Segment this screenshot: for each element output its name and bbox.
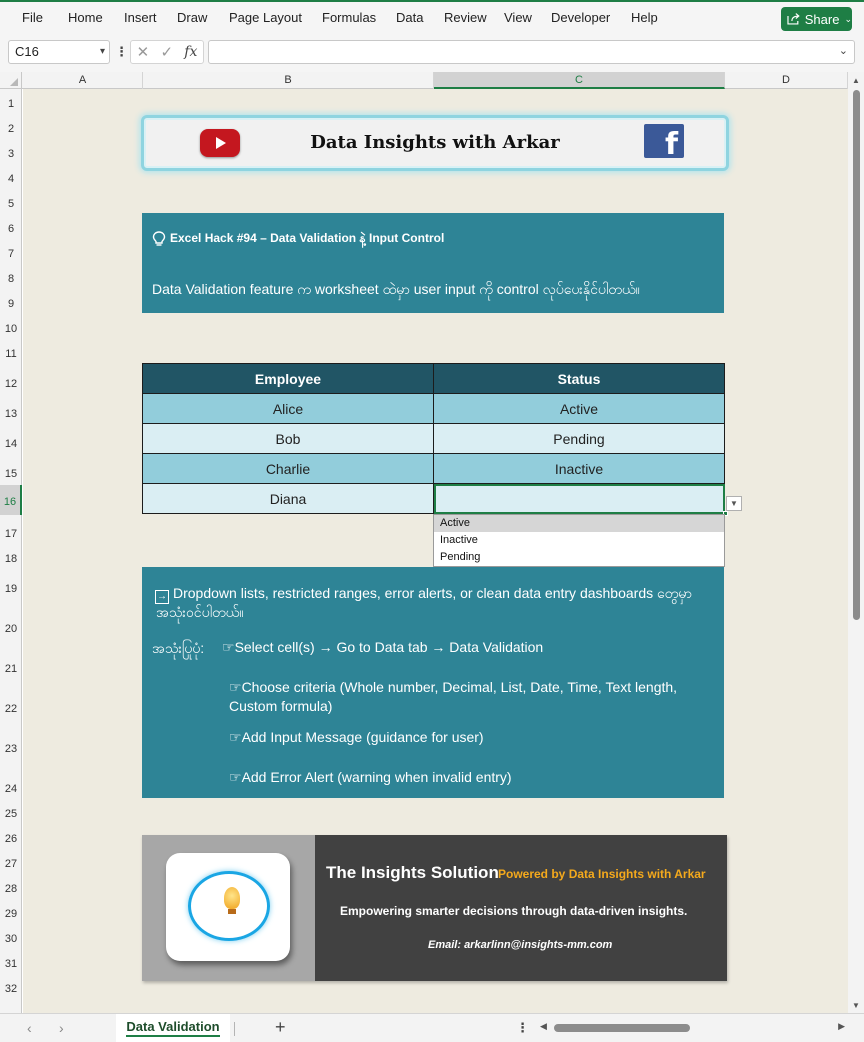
lightbulb-logo-icon (188, 871, 270, 941)
sheet-tab-label: Data Validation (126, 1019, 219, 1037)
row-header[interactable]: 5 (7, 198, 15, 210)
row-header[interactable]: 13 (4, 408, 18, 420)
row-header[interactable]: 17 (4, 528, 18, 540)
menu-help[interactable]: Help (631, 10, 658, 25)
footer-card (142, 835, 727, 981)
check-icon[interactable]: ✓ (160, 44, 174, 61)
employee-cell[interactable]: Charlie (143, 454, 434, 484)
share-icon (787, 13, 801, 25)
row-header[interactable]: 7 (7, 248, 15, 260)
tip-title-text: Excel Hack #94 – Data Validation နဲ့ Input Control (170, 231, 445, 245)
usage-step (229, 769, 512, 786)
scroll-thumb[interactable] (853, 90, 860, 620)
chevron-down-icon[interactable]: ▾ (99, 46, 105, 57)
previous-sheet-icon[interactable]: ‹ (27, 1020, 32, 1036)
add-sheet-icon[interactable]: + (275, 1017, 286, 1037)
info-line-continuation: အသုံးဝင်ပါတယ်။ (156, 604, 244, 620)
menu-view[interactable]: View (504, 10, 532, 25)
footer-title: The Insights Solution (326, 863, 499, 882)
dropdown-arrow-icon[interactable]: ▼ (726, 496, 742, 511)
row-header[interactable]: 29 (4, 908, 18, 920)
horizontal-scrollbar[interactable] (540, 1021, 845, 1035)
header-status[interactable]: Status (434, 364, 725, 394)
table-row (143, 454, 725, 484)
dropdown-option-pending[interactable]: Pending (440, 551, 481, 563)
table-row (143, 484, 725, 514)
row-header[interactable]: 2 (7, 123, 15, 135)
row-header[interactable]: 4 (7, 173, 15, 185)
status-cell-selected[interactable] (434, 484, 725, 514)
usage-step (229, 679, 677, 696)
scroll-right-icon[interactable]: ▶ (838, 1021, 845, 1031)
usage-step-text: Select cell(s) → Go to Data tab → Data Validation (234, 639, 544, 655)
more-options-icon[interactable]: ⋮ (516, 1020, 529, 1035)
info-line (155, 584, 692, 605)
footer-tagline: Empowering smarter decisions through data-driven insights. (340, 904, 688, 918)
row-header[interactable]: 9 (7, 298, 15, 310)
validation-dropdown-list (433, 514, 725, 567)
title-banner (141, 115, 729, 171)
tab-divider (234, 1022, 235, 1036)
info-line-text: Dropdown lists, restricted ranges, error alerts, or clean data entry dashboards တွေမှာ (173, 585, 692, 601)
table-row (143, 394, 725, 424)
share-label: Share (804, 11, 840, 27)
vertical-scrollbar[interactable] (848, 72, 864, 1013)
pointing-hand-icon: ☞ (229, 769, 242, 785)
formula-input[interactable] (208, 40, 855, 64)
row-header[interactable]: 24 (4, 783, 18, 795)
chevron-down-icon[interactable]: ⌄ (838, 45, 848, 57)
row-header[interactable]: 20 (4, 623, 18, 635)
tip-title (152, 230, 444, 248)
scroll-thumb[interactable] (554, 1024, 690, 1032)
usage-step (229, 729, 484, 746)
footer-powered-by: Powered by Data Insights with Arkar (498, 867, 706, 881)
facebook-icon: f (644, 124, 684, 158)
menu-data[interactable]: Data (396, 10, 424, 25)
column-header-a[interactable]: A (23, 72, 143, 89)
sheet-tab-data-validation[interactable] (116, 1014, 230, 1042)
menu-review[interactable]: Review (444, 10, 487, 25)
employee-cell[interactable]: Alice (143, 394, 434, 424)
row-header[interactable]: 26 (4, 833, 18, 845)
menu-draw[interactable]: Draw (177, 10, 208, 25)
usage-step-text: Choose criteria (Whole number, Decimal, List, Date, Time, Text length, (241, 679, 678, 695)
table-row (143, 424, 725, 454)
menu-file[interactable]: File (22, 10, 43, 25)
name-box[interactable] (8, 40, 110, 64)
employee-cell[interactable]: Bob (143, 424, 434, 454)
row-headers (0, 89, 22, 1013)
status-cell[interactable]: Inactive (434, 454, 725, 484)
worksheet-grid[interactable] (23, 89, 848, 1013)
usage-step (222, 639, 543, 656)
cancel-icon[interactable]: ✕ (136, 44, 150, 61)
scroll-left-icon[interactable]: ◀ (540, 1021, 547, 1031)
name-box-value: C16 (15, 44, 39, 59)
select-all-corner[interactable] (0, 72, 22, 89)
row-header[interactable]: 31 (4, 958, 18, 970)
next-sheet-icon[interactable]: › (59, 1020, 64, 1036)
employee-cell[interactable]: Diana (143, 484, 434, 514)
row-header[interactable]: 14 (4, 438, 18, 450)
usage-step-text: Add Input Message (guidance for user) (241, 729, 484, 745)
formula-bar (0, 34, 864, 72)
pointing-hand-icon: ☞ (222, 639, 235, 655)
row-header-active[interactable]: 16 (0, 485, 22, 515)
row-header[interactable]: 25 (4, 808, 18, 820)
header-employee[interactable]: Employee (143, 364, 434, 394)
info-box (142, 567, 724, 798)
dropdown-option-inactive[interactable]: Inactive (440, 534, 478, 546)
column-header-d[interactable]: D (725, 72, 848, 89)
row-header[interactable]: 30 (4, 933, 18, 945)
usage-step-continuation: Custom formula) (229, 698, 333, 714)
column-headers (0, 72, 864, 89)
formula-actions (130, 40, 204, 64)
bulb-icon (224, 887, 240, 909)
row-header[interactable]: 6 (7, 223, 15, 235)
chevron-down-icon: ⌄ (844, 13, 852, 24)
column-header-c[interactable]: C (434, 72, 725, 89)
banner-title: Data Insights with Arkar (310, 132, 560, 153)
row-header[interactable]: 1 (7, 98, 15, 110)
tip-description: Data Validation feature က worksheet ထဲမှာ user input ကို control လုပ်ပေးနိုင်ပါတယ်။ (152, 281, 640, 297)
right-arrow-icon: → (157, 591, 167, 602)
status-cell[interactable]: Active (434, 394, 725, 424)
lightbulb-icon (152, 231, 166, 247)
row-header[interactable]: 21 (4, 663, 18, 675)
more-options-icon[interactable]: ⋮ (115, 44, 128, 59)
row-header[interactable]: 15 (4, 468, 18, 480)
usage-label: အသုံးပြုပုံ: (152, 640, 205, 656)
pointing-hand-icon: ☞ (229, 679, 242, 695)
footer-logo-panel (142, 835, 315, 981)
menu-page-layout[interactable]: Page Layout (229, 10, 303, 25)
row-header[interactable]: 32 (4, 983, 18, 995)
row-header[interactable]: 28 (4, 883, 18, 895)
menu-home[interactable]: Home (68, 10, 103, 25)
row-header[interactable]: 10 (4, 323, 18, 335)
row-header[interactable]: 22 (4, 703, 18, 715)
scroll-up-icon[interactable]: ▲ (852, 76, 860, 85)
footer-email: Email: arkarlinn@insights-mm.com (428, 939, 613, 951)
row-header[interactable]: 19 (4, 583, 18, 595)
sheet-tab-bar (0, 1013, 864, 1042)
row-header[interactable]: 3 (7, 148, 15, 160)
usage-step-text: Add Error Alert (warning when invalid entry) (241, 769, 512, 785)
row-header[interactable]: 11 (5, 348, 17, 360)
employee-table (142, 363, 725, 514)
insert-function-icon[interactable]: fx (184, 44, 198, 60)
column-header-b[interactable]: B (143, 72, 434, 89)
menu-formulas[interactable]: Formulas (322, 10, 377, 25)
table-header-row (143, 364, 725, 394)
row-header[interactable]: 23 (4, 743, 18, 755)
row-header[interactable]: 8 (7, 273, 15, 285)
row-header[interactable]: 12 (4, 378, 18, 390)
status-cell[interactable]: Pending (434, 424, 725, 454)
pointing-hand-icon: ☞ (229, 729, 242, 745)
row-header[interactable]: 18 (4, 553, 18, 565)
share-button[interactable] (781, 7, 852, 31)
ribbon-menu-bar (0, 2, 864, 34)
dropdown-option-active[interactable]: Active (434, 515, 724, 532)
logo (166, 853, 290, 961)
row-header[interactable]: 27 (4, 858, 18, 870)
menu-insert[interactable]: Insert (124, 10, 157, 25)
scroll-down-icon[interactable]: ▼ (852, 1001, 860, 1010)
menu-developer[interactable]: Developer (551, 10, 611, 25)
tip-box (142, 213, 724, 313)
